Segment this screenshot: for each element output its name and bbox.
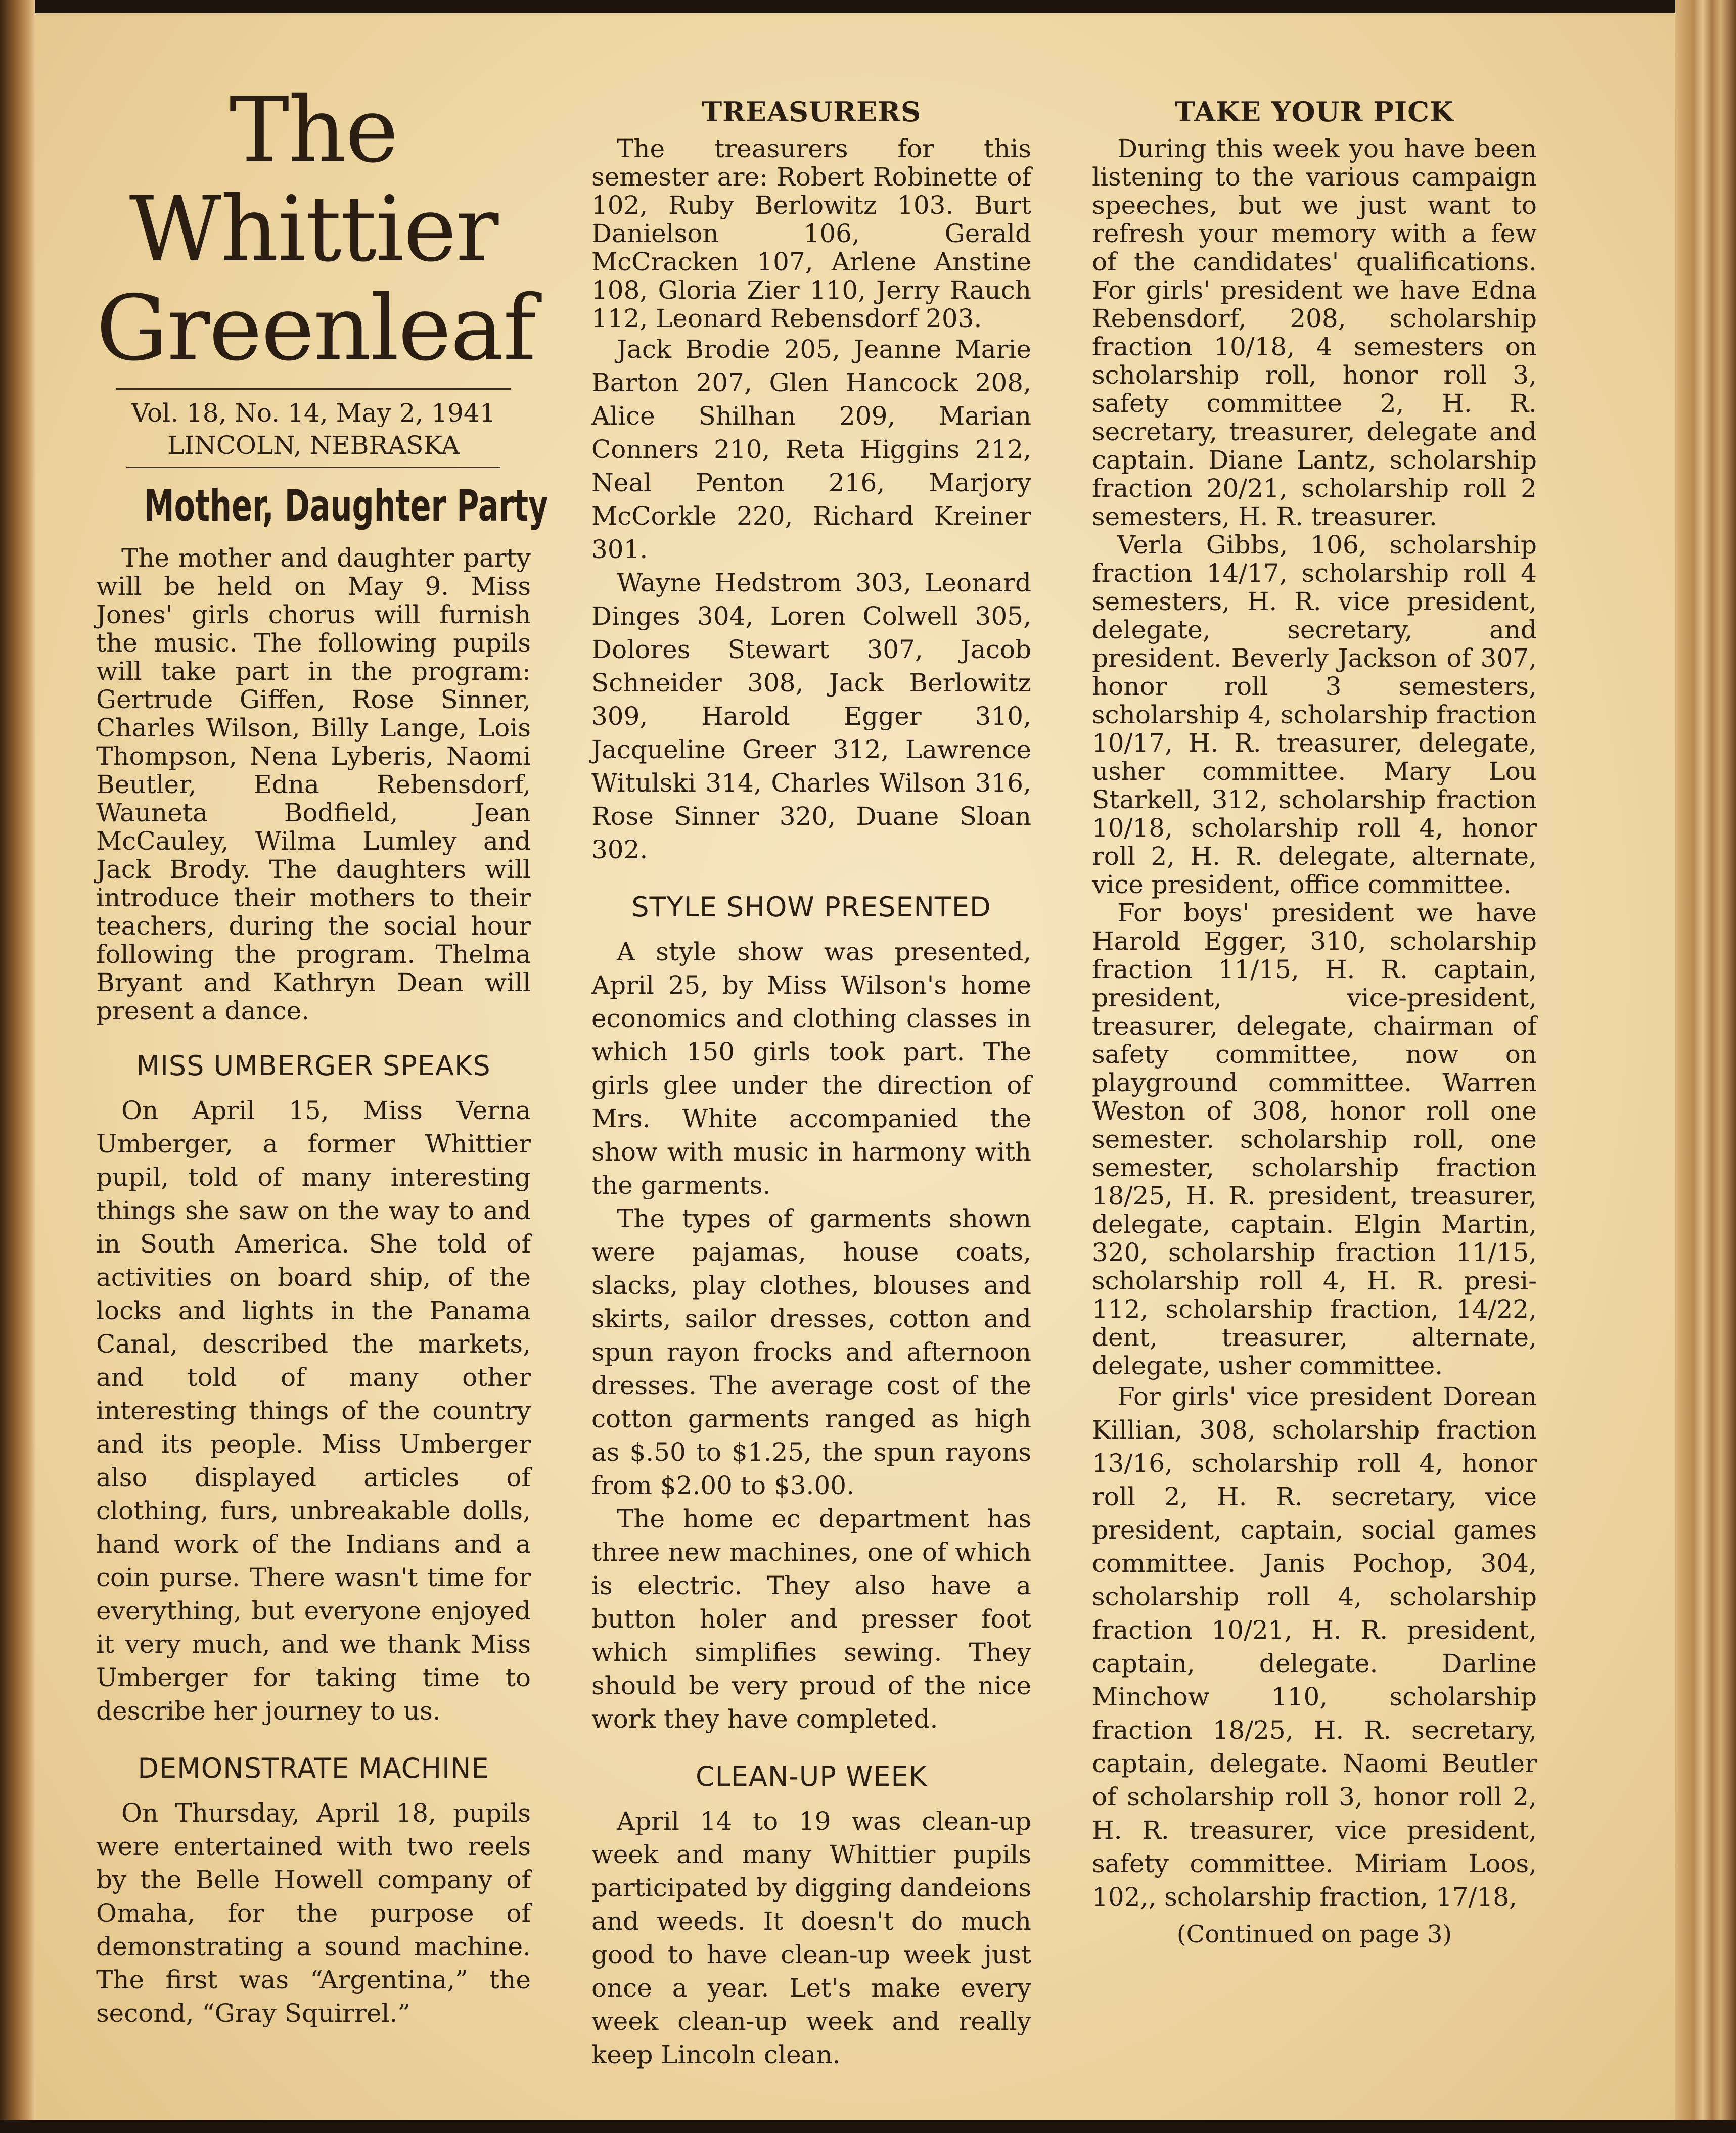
article-treasurers-p1: The treasurers for this semester are: Robert Robinette of 102, Ruby Berlowitz 103. Burt Danielson 106, Gerald McCracken 107, Arlene Anstine 108, Gloria Zier 110, Jerry Rauch 112, Leonard Rebensdorf 203. [591,134,1031,333]
binding-edge [0,0,35,2133]
article-style-show-p1: A style show was presented, April 25, by Miss Wilson's home economics and clothing classes in which 150 girls took part. The girls glee under the direction of Mrs. White accompanied the show with music in harmony with the garments. [591,937,1031,1200]
article-clean-up-body: April 14 to 19 was clean-up week and many Whittier pupils participated by digging dandeions and weeds. It doesn't do much good to have clean-up week just once a year. Let's make every week clean-up week and really keep Lincoln clean. [591,1806,1031,2069]
bottom-edge [0,2120,1736,2133]
article-clean-up-headline: CLEAN-UP WEEK [695,1760,928,1792]
masthead [96,78,535,381]
issue-place: LINCOLN, NEBRASKA [167,431,460,460]
issue-info [96,397,531,461]
article-style-show-p2: The types of garments shown were pajamas, house coats, slacks, play clothes, blouses and skirts, sailor dresses, cotton and spun rayon frocks and afternoon dresses. The average cost of the cotton garments ranged as high as $.50 to $1.25, the spun rayons from $2.00 to $3.00. [591,1204,1031,1500]
issue-volume: Vol. 18, No. 14, May 2, 1941 [131,398,496,428]
article-treasurers-p3: Wayne Hedstrom 303, Leonard Dinges 304, Loren Colwell 305, Dolores Stewart 307, Jacob Schneider 308, Jack Berlowitz 309, Harold Egger 310, Jacqueline Greer 312, Lawrence Witulski 314, Charles Wilson 316, Rose Sinner 320, Duane Sloan 302. [591,568,1031,864]
column-2 [591,76,1031,2071]
column-1 [96,76,549,2030]
article-take-your-pick-p2: Verla Gibbs, 106, scholarship fraction 14/17, scholarship roll 4 semesters, H. R. vice president, delegate, secretary, and president. Beverly Jackson of 307, honor roll 3 semesters, scholarship 4, scholarship fraction 10/17, H. R. treasurer, delegate, usher committee. Mary Lou Starkell, 312, scholarship fraction 10/18, scholarship roll 4, honor roll 2, H. R. delegate, alternate, vice president, office committee. [1092,530,1537,899]
article-style-show-headline: STYLE SHOW PRESENTED [631,891,991,923]
page-stack-edge [1675,0,1736,2133]
article-treasurers-p2: Jack Brodie 205, Jeanne Marie Barton 207, Glen Hancock 208, Alice Shilhan 209, Marian Conners 210, Reta Higgins 212, Neal Penton 216, Marjory McCorkle 220, Richard Kreiner 301. [591,335,1031,564]
top-edge [0,0,1736,13]
masthead-rule [116,388,511,390]
masthead-line-3: Greenleaf [96,276,535,381]
article-umberger-headline: MISS UMBERGER SPEAKS [136,1050,491,1082]
article-machine-body: On Thursday, April 18, pupils were entertained with two reels by the Belle Howell company of Omaha, for the purpose of demonstrating a sound machine. The first was “Argentina,” the second, “Gray Squirrel.” [96,1798,531,2028]
issue-rule [126,467,500,468]
masthead-line-1: The [229,78,398,182]
article-take-your-pick-p4: For girls' vice president Dorean Killian, 308, scholarship fraction 13/16, scholarship roll 4, honor roll 2, H. R. secretary, vice president, captain, social games committee. Janis Pochop, 304, scholarship roll 4, scholarship fraction 10/21, H. R. president, captain, delegate. Darline Minchow 110, scholarship fraction 18/25, H. R. secretary, captain, delegate. Naomi Beutler of scholarship roll 3, honor roll 2, H. R. treasurer, vice president, safety committee. Miriam Loos, 102,, scholarship fraction, 17/18, [1092,1382,1537,1912]
article-take-your-pick-headline: TAKE YOUR PICK [1174,96,1454,128]
article-mother-daughter-headline: Mother, Daughter Party [144,481,549,531]
continued-note: (Continued on page 3) [1176,1920,1452,1949]
article-mother-daughter-body: The mother and daughter party will be held on May 9. Miss Jones' girls chorus will furnish the music. The following pupils will take part in the program: Gertrude Giffen, Rose Sinner, Charles Wilson, Billy Lange, Lois Thompson, Nena Lyberis, Naomi Beutler, Edna Rebensdorf, Wauneta Bodfield, Jean McCauley, Wilma Lumley and Jack Brody. The daughters will introduce their mothers to their teachers, during the social hour following the program. Thelma Bryant and Kathryn Dean will present a dance. [96,543,531,1026]
masthead-line-2: Whittier [129,177,498,282]
article-umberger-body: On April 15, Miss Verna Umberger, a former Whittier pupil, told of many interesting things she saw on the way to and in South America. She told of activities on board ship, of the locks and lights in the Panama Canal, described the markets, and told of many other interesting things of the country and its people. Miss Umberger also displayed articles of clothing, furs, unbreakable dolls, hand work of the Indians and a coin purse. There wasn't time for everything, but everyone enjoyed it very much, and we thank Miss Umberger for taking time to describe her journey to us. [96,1096,531,1726]
article-take-your-pick-p1: During this week you have been listening to the various campaign speeches, but we just want to refresh your memory with a few of the candidates' qualifications. For girls' president we have Edna Rebensdorf, 208, scholarship fraction 10/18, 4 semesters on scholarship roll, honor roll 3, safety committee 2, H. R. secretary, treasurer, delegate and captain. Diane Lantz, scholarship fraction 20/21, scholarship roll 2 semesters, H. R. treasurer. [1092,134,1537,531]
article-take-your-pick-p3: For boys' president we have Harold Egger, 310, scholarship fraction 11/15, H. R. captain, president, vice-president, treasurer, delegate, chairman of safety committee, now on playground committee. Warren Weston of 308, honor roll one semester. scholarship roll, one semester, scholarship fraction 18/25, H. R. president, treasurer, delegate, captain. Elgin Martin, 320, scholarship fraction 11/15, scholarship roll 4, H. R. presi- 112, scholarship fraction, 14/22, dent, treasurer, alternate, delegate, usher committee. [1092,898,1537,1380]
article-machine-headline: DEMONSTRATE MACHINE [138,1752,489,1784]
column-3 [1092,76,1537,1950]
article-treasurers-headline: TREASURERS [701,96,922,128]
article-style-show-p3: The home ec department has three new machines, one of which is electric. They also have a button holer and presser foot which simplifies sewing. They should be very proud of the nice work they have completed. [591,1504,1031,1734]
